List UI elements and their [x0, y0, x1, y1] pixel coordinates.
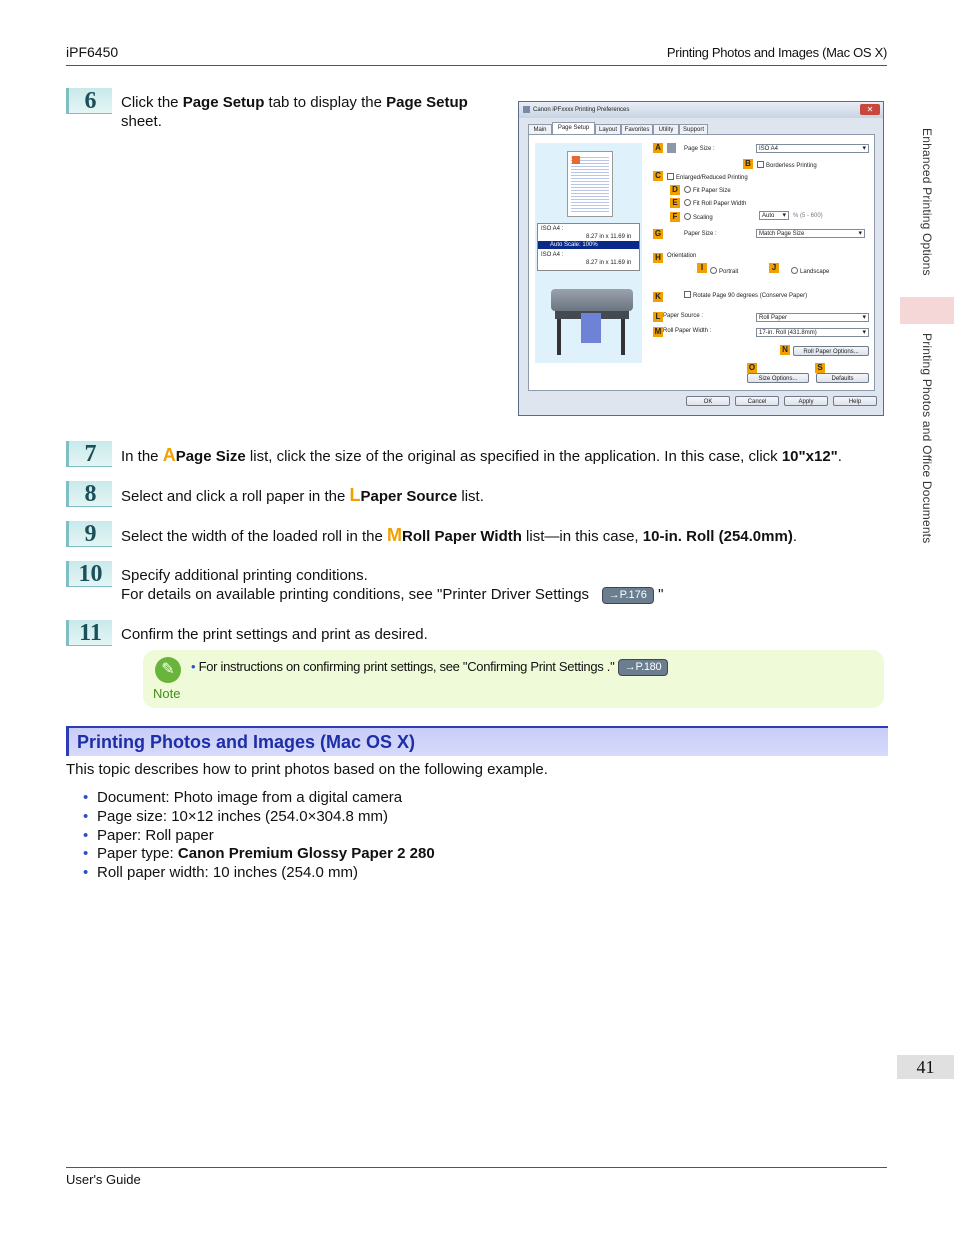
- footer-rule: [66, 1167, 887, 1168]
- list-item: • Paper type: Canon Premium Glossy Paper 2 280: [83, 845, 435, 864]
- apply-button[interactable]: Apply: [784, 396, 828, 406]
- printing-preferences-dialog: [518, 101, 884, 416]
- ok-button[interactable]: OK: [686, 396, 730, 406]
- page-number: 41: [897, 1055, 954, 1079]
- borderless-checkbox[interactable]: Borderless Printing: [757, 161, 817, 169]
- defaults-button[interactable]: Defaults: [816, 373, 869, 383]
- preview-area: [535, 143, 642, 363]
- photo-thumbnail-icon: [572, 156, 580, 164]
- page-size-icon: [667, 143, 676, 153]
- step-number-6: 6: [66, 88, 112, 114]
- help-button[interactable]: Help: [833, 396, 877, 406]
- note-box: [143, 650, 884, 708]
- fit-roll-radio[interactable]: Fit Roll Paper Width: [684, 199, 746, 207]
- list-item: • Page size: 10×12 inches (254.0×304.8 mm): [83, 808, 435, 827]
- list-item: • Roll paper width: 10 inches (254.0 mm): [83, 864, 435, 883]
- side-tab-marker: [900, 297, 954, 324]
- cancel-button[interactable]: Cancel: [735, 396, 779, 406]
- header-rule: [66, 65, 887, 66]
- paper-source-select[interactable]: Roll Paper ▾: [756, 313, 869, 322]
- page-setup-panel: ISO A4 : 8.27 in x 11.69 in Auto Scale: 100% ISO A4 : 8.27 in x 11.69 in A Page Size : ISO A4 ▾ B Borderless Printing C Enlarged/Reduced Printing D Fit Paper Size E Fit Roll Paper Width F Scaling Auto ▾ % (5 - 600) G Paper Size : Match Page Size ▾ H Orientation I Portrait J Landscape K Rotate Page 90 degrees (Conserve Paper) L Paper Source : Roll Paper ▾ M Roll Paper Width : 17-in. Roll (431.8mm) ▾ N Roll Paper Options... O S Size Options... Defaults: [528, 134, 875, 391]
- note-pencil-icon: ✎: [155, 657, 181, 683]
- landscape-radio[interactable]: Landscape: [791, 267, 829, 275]
- step-9-text: Select the width of the loaded roll in the MRoll Paper Width list—in this case, 10-in. Roll (254.0mm).: [121, 525, 797, 545]
- list-item: • Paper: Roll paper: [83, 827, 435, 846]
- side-tab-upper[interactable]: Enhanced Printing Options: [920, 128, 934, 276]
- paper-size-select[interactable]: Match Page Size ▾: [756, 229, 865, 238]
- printer-illustration: [545, 281, 637, 359]
- section-heading: Printing Photos and Images (Mac OS X): [66, 726, 888, 756]
- header-model: iPF6450: [66, 44, 119, 60]
- tab-main[interactable]: Main: [528, 124, 552, 135]
- tab-layout[interactable]: Layout: [595, 124, 621, 135]
- step-number-7: 7: [66, 441, 112, 467]
- note-page-ref-link[interactable]: →P.180: [618, 659, 669, 676]
- step-7-text: In the APage Size list, click the size of the original as specified in the application. In this case, click 10"x12".: [121, 445, 842, 465]
- step-number-9: 9: [66, 521, 112, 547]
- header-section: Printing Photos and Images (Mac OS X): [666, 45, 887, 60]
- portrait-radio[interactable]: Portrait: [710, 267, 738, 275]
- step-8-text: Select and click a roll paper in the LPaper Source list.: [121, 485, 484, 505]
- printer-icon: [523, 106, 530, 113]
- step-6-text: Click the Page Setup tab to display the Page Setup sheet.: [121, 94, 468, 130]
- page-ref-link[interactable]: →P.176: [602, 587, 654, 604]
- list-item: • Document: Photo image from a digital camera: [83, 789, 435, 808]
- rotate-checkbox[interactable]: Rotate Page 90 degrees (Conserve Paper): [684, 291, 807, 299]
- side-tab-lower[interactable]: Printing Photos and Office Documents: [920, 333, 934, 544]
- tab-page-setup[interactable]: Page Setup: [552, 122, 595, 135]
- step-number-10: 10: [66, 561, 112, 587]
- roll-options-button[interactable]: Roll Paper Options...: [793, 346, 869, 356]
- section-intro: This topic describes how to print photos based on the following example.: [66, 761, 548, 778]
- page-size-select[interactable]: ISO A4 ▾: [756, 144, 869, 153]
- step-11-text: Confirm the print settings and print as desired.: [121, 626, 428, 643]
- step-number-8: 8: [66, 481, 112, 507]
- step-number-11: 11: [66, 620, 112, 646]
- scaling-radio[interactable]: Scaling: [684, 213, 713, 221]
- footer-text: User's Guide: [66, 1172, 141, 1187]
- close-icon[interactable]: ✕: [860, 104, 880, 115]
- fit-paper-radio[interactable]: Fit Paper Size: [684, 186, 731, 194]
- page-preview: [567, 151, 613, 217]
- roll-width-select[interactable]: 17-in. Roll (431.8mm) ▾: [756, 328, 869, 337]
- size-info-box: ISO A4 : 8.27 in x 11.69 in Auto Scale: 100% ISO A4 : 8.27 in x 11.69 in: [537, 223, 640, 271]
- example-list: [83, 789, 435, 883]
- size-options-button[interactable]: Size Options...: [747, 373, 809, 383]
- tab-utility[interactable]: Utility: [653, 124, 679, 135]
- note-text: • For instructions on confirming print settings, see "Confirming Print Settings ." →P.180: [191, 659, 668, 676]
- dialog-title-bar: [519, 102, 883, 118]
- tab-favorites[interactable]: Favorites: [621, 124, 653, 135]
- enlarged-checkbox[interactable]: Enlarged/Reduced Printing: [667, 173, 748, 181]
- scaling-input[interactable]: Auto ▾: [759, 211, 789, 220]
- step-10-text: Specify additional printing conditions. For details on available printing conditions, see "Printer Driver Settings →P.176 ": [121, 567, 664, 603]
- tab-support[interactable]: Support: [679, 124, 708, 135]
- note-label: Note: [153, 686, 181, 701]
- dialog-title: Canon iPFxxxx Printing Preferences: [533, 107, 630, 113]
